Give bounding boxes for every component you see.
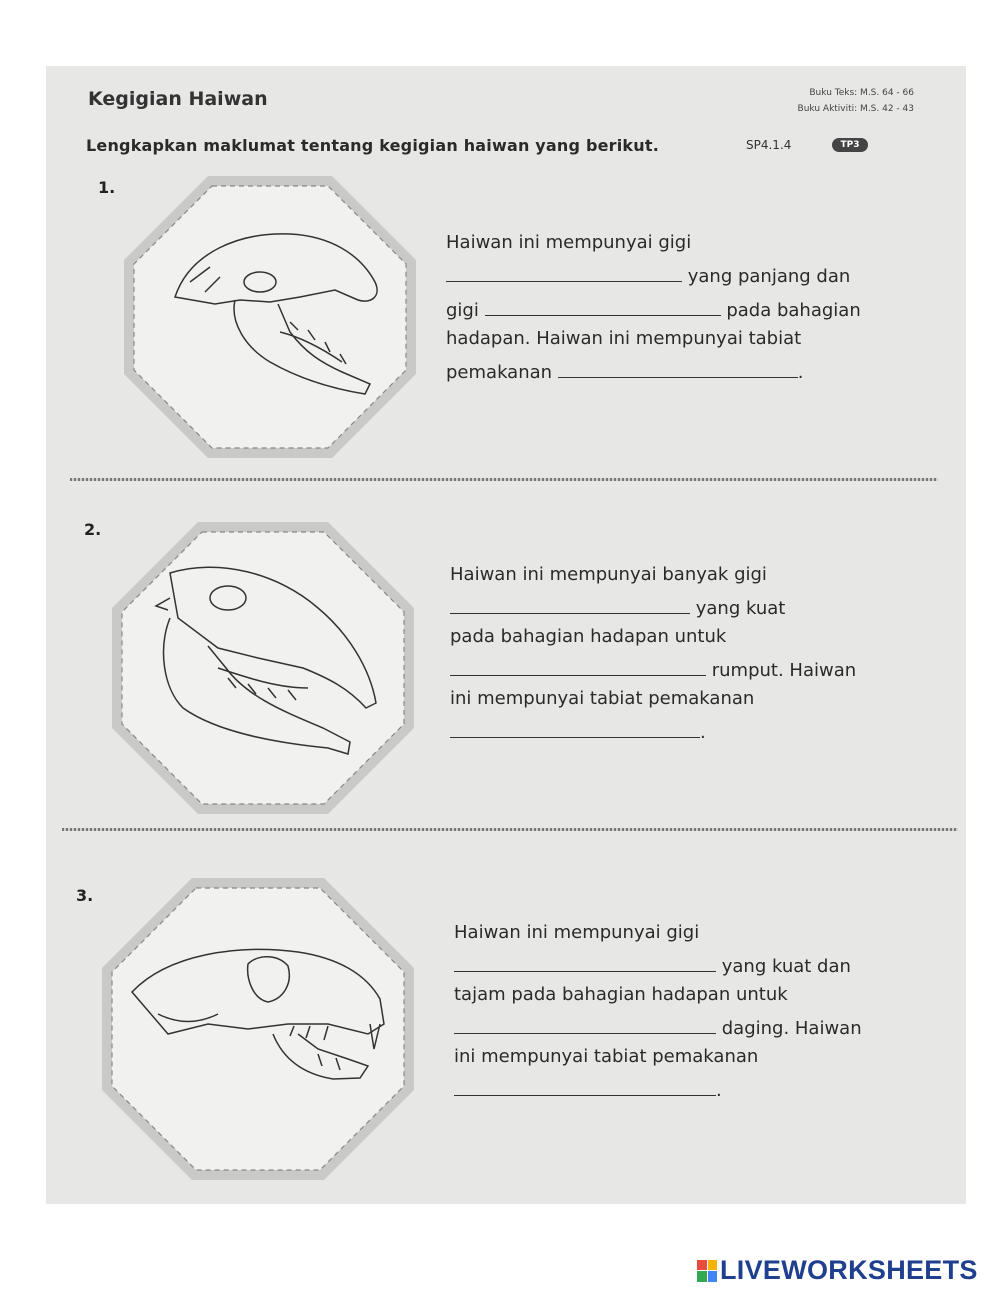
q2-line-1: Haiwan ini mempunyai banyak gigi — [450, 564, 767, 585]
instruction-text: Lengkapkan maklumat tentang kegigian haiwan yang berikut. — [86, 136, 659, 155]
liveworksheets-logo — [697, 1255, 978, 1286]
q2-line-3: pada bahagian hadapan untuk — [450, 626, 727, 647]
q2-blank-2[interactable] — [450, 657, 706, 676]
q3-blank-1[interactable] — [454, 953, 716, 972]
q3-blank-3[interactable] — [454, 1077, 716, 1096]
q3-line-1: Haiwan ini mempunyai gigi — [454, 922, 700, 943]
textbook-reference: Buku Teks: M.S. 64 - 66 — [809, 88, 914, 98]
liveworksheets-mark-icon — [697, 1260, 717, 1282]
q2-line-4: rumput. Haiwan — [711, 660, 857, 681]
tp-badge: TP3 — [832, 138, 868, 152]
question-1-text — [446, 226, 861, 390]
q1-line-4: pada bahagian — [726, 300, 861, 321]
activity-book-reference: Buku Aktiviti: M.S. 42 - 43 — [797, 104, 914, 114]
q3-line-3: tajam pada bahagian hadapan untuk — [454, 984, 788, 1005]
q1-line-2: yang panjang dan — [687, 266, 851, 287]
q3-period: . — [716, 1080, 722, 1101]
question-1-number: 1. — [98, 178, 116, 197]
question-2-skull-panel — [108, 518, 418, 818]
worksheet-title: Kegigian Haiwan — [88, 88, 268, 110]
q1-line-3: gigi — [446, 300, 479, 321]
q2-line-2: yang kuat — [695, 598, 786, 619]
q1-line-5: hadapan. Haiwan ini mempunyai tabiat — [446, 328, 802, 349]
q3-line-4: daging. Haiwan — [721, 1018, 862, 1039]
q1-blank-3[interactable] — [558, 359, 798, 378]
q1-line-6: pemakanan — [446, 362, 553, 383]
question-3-text — [454, 916, 862, 1108]
worksheet-page — [46, 66, 966, 1204]
standard-code: SP4.1.4 — [746, 138, 792, 152]
question-2-number: 2. — [84, 520, 102, 539]
brand-name: LIVEWORKSHEETS — [720, 1255, 978, 1285]
q3-line-2: yang kuat dan — [721, 956, 851, 977]
section-divider — [70, 478, 938, 481]
q1-line-1: Haiwan ini mempunyai gigi — [446, 232, 692, 253]
q2-blank-3[interactable] — [450, 719, 700, 738]
q1-blank-1[interactable] — [446, 263, 682, 282]
q2-period: . — [700, 722, 706, 743]
q3-blank-2[interactable] — [454, 1015, 716, 1034]
question-3-skull-panel — [98, 874, 418, 1184]
question-1-skull-panel — [120, 172, 420, 462]
q2-line-5: ini mempunyai tabiat pemakanan — [450, 688, 755, 709]
q1-blank-2[interactable] — [485, 297, 721, 316]
question-3-number: 3. — [76, 886, 94, 905]
question-2-text — [450, 558, 856, 750]
q2-blank-1[interactable] — [450, 595, 690, 614]
q3-line-5: ini mempunyai tabiat pemakanan — [454, 1046, 759, 1067]
section-divider — [62, 828, 958, 831]
q1-period: . — [797, 362, 804, 383]
